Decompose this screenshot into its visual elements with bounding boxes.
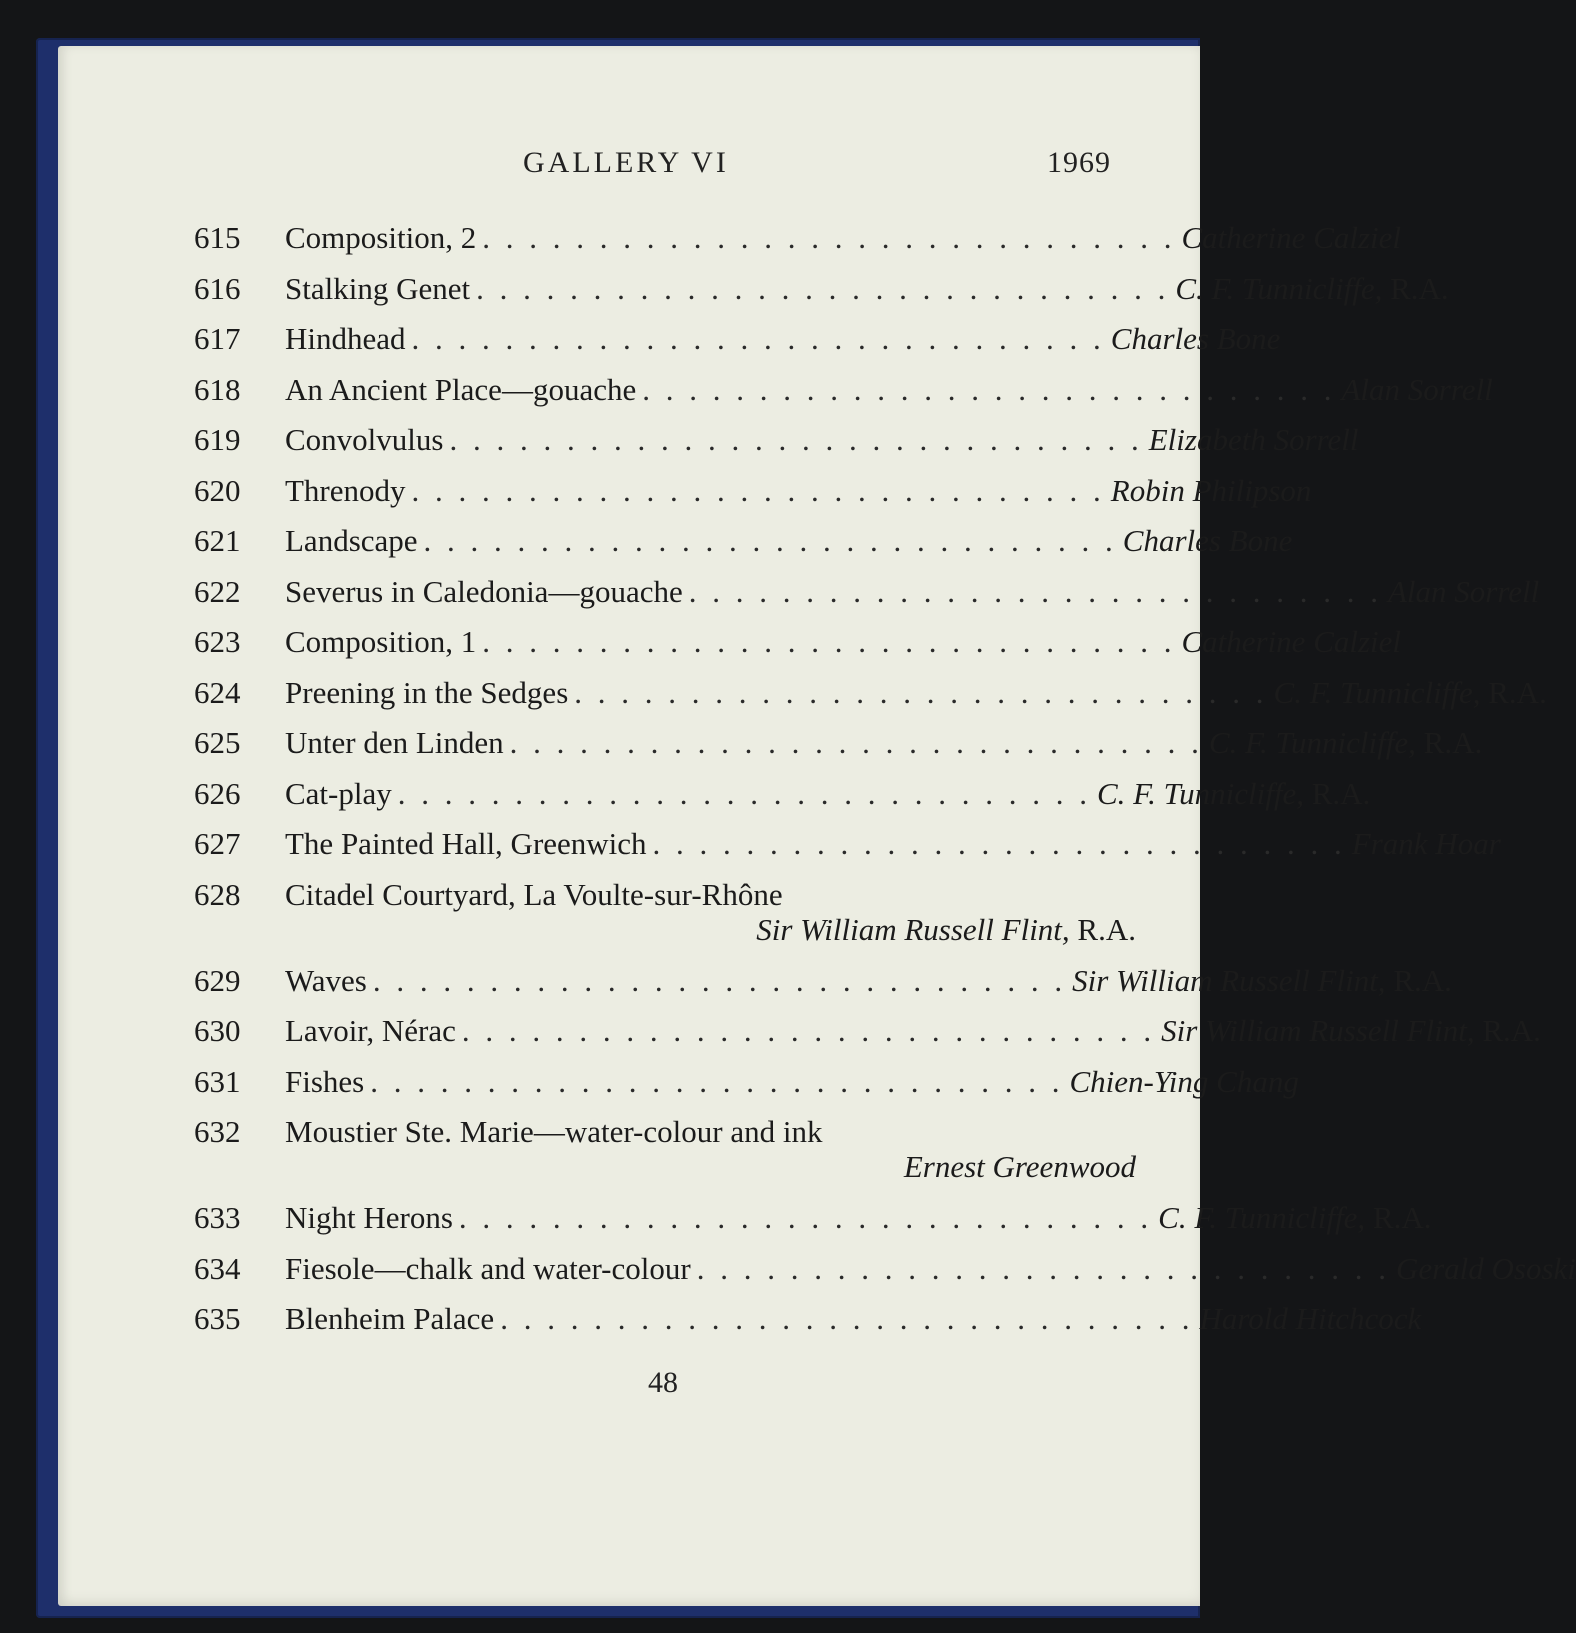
entry-number: 631: [194, 1063, 241, 1099]
entry-number: 619: [194, 422, 241, 457]
entry-number: 626: [194, 775, 241, 811]
catalogue-entry: [0, 1106, 1200, 1192]
entry-artist: Catherine Calziel: [1181, 624, 1402, 659]
catalogue-entry: [0, 1192, 1432, 1243]
entry-title: Night Herons: [285, 1200, 453, 1235]
page-header: [0, 146, 1200, 186]
dot-leader: . . . . . . . . . . . . . . . . . . . . . . . . . . . . . .: [642, 371, 1336, 407]
entry-number: 620: [194, 472, 241, 508]
entry-title: Threnody: [285, 472, 406, 508]
entry-artist: Frank Hoar: [1351, 826, 1501, 861]
gallery-title: GALLERY VI: [523, 146, 729, 179]
catalogue-entry: [0, 1293, 1422, 1344]
page-number: 48: [648, 1366, 678, 1399]
entry-number: 632: [194, 1114, 241, 1149]
entry-number: 623: [194, 624, 241, 659]
catalogue-entry: [0, 768, 1371, 819]
entry-title: Fishes: [285, 1063, 365, 1099]
entry-title: Moustier Ste. Marie: [285, 1114, 534, 1149]
dot-leader: . . . . . . . . . . . . . . . . . . . . . . . . . . . . . .: [688, 573, 1382, 609]
entry-title: Unter den Linden: [285, 725, 504, 760]
entry-title: Citadel Courtyard, La Voulte-sur-Rhône: [285, 876, 783, 912]
artist-suffix: R.A.: [1372, 1200, 1432, 1235]
entry-title: Hindhead: [285, 321, 406, 356]
catalogue-entry: [0, 263, 1449, 314]
catalogue-entry: [0, 465, 1312, 516]
entry-artist: C. F. Tunnicliffe, R.A.: [1208, 725, 1483, 760]
entry-artist: Chien-Ying Chang: [1069, 1063, 1299, 1099]
catalogue-entry: [0, 566, 1540, 617]
entry-medium: —chalk and water-colour: [374, 1250, 691, 1286]
dot-leader: . . . . . . . . . . . . . . . . . . . . . . . . . . . . . .: [372, 962, 1067, 998]
catalogue-entry: [0, 667, 1547, 718]
entry-number: 634: [194, 1250, 241, 1286]
entry-artist: Alan Sorrell: [1341, 371, 1493, 407]
catalogue-year: 1969: [1047, 146, 1111, 179]
entry-title: The Painted Hall, Greenwich: [285, 826, 647, 861]
entry-title: Cat-play: [285, 775, 392, 811]
entry-title: Composition, 1: [285, 624, 477, 659]
entry-medium: —gouache: [548, 573, 683, 609]
catalogue-entry: [0, 818, 1501, 869]
entry-artist: Elizabeth Sorrell: [1148, 422, 1359, 457]
dot-leader: . . . . . . . . . . . . . . . . . . . . . . . . . . . . . .: [652, 826, 1346, 861]
dot-leader: . . . . . . . . . . . . . . . . . . . . . . . . . . . . . .: [370, 1063, 1064, 1099]
artist-suffix: R.A.: [1393, 962, 1452, 998]
entry-title: Lavoir, Nérac: [285, 1013, 456, 1048]
entry-number: 627: [194, 826, 241, 861]
dot-leader: . . . . . . . . . . . . . . . . . . . . . . . . . . . . . .: [500, 1301, 1194, 1336]
entry-artist: C. F. Tunnicliffe, R.A.: [1158, 1200, 1432, 1235]
entry-artist: Charles Bone: [1122, 523, 1293, 558]
artist-suffix: R.A.: [1423, 725, 1483, 760]
entry-artist: Robin Philipson: [1110, 472, 1312, 508]
entry-number: 628: [194, 876, 241, 912]
catalogue-entries: [0, 212, 1576, 1344]
artist-suffix: R.A.: [1482, 1013, 1541, 1048]
entry-title: Severus in Caledonia: [285, 573, 549, 609]
entry-number: 624: [194, 674, 241, 710]
entry-title: Fiesole: [285, 1250, 375, 1286]
catalogue-entry: [0, 717, 1483, 768]
entry-number: 629: [194, 962, 241, 998]
entry-artist: Charles Bone: [1110, 321, 1281, 356]
entry-number: 616: [194, 270, 241, 306]
entry-number: 630: [194, 1013, 241, 1048]
entry-title: Convolvulus: [285, 422, 444, 457]
entry-artist: Alan Sorrell: [1387, 573, 1540, 609]
entry-title: Waves: [285, 962, 367, 998]
dot-leader: . . . . . . . . . . . . . . . . . . . . . . . . . . . . . .: [482, 624, 1176, 659]
catalogue-entry: [0, 616, 1402, 667]
entry-artist: Catherine Calziel: [1181, 220, 1402, 255]
entry-artist: Gerald Ososki: [1395, 1250, 1576, 1286]
entry-number: 618: [194, 371, 241, 407]
entry-number: 615: [194, 220, 241, 255]
catalogue-entry: [0, 869, 1200, 955]
artist-suffix: R.A.: [1311, 775, 1371, 811]
entry-number: 633: [194, 1200, 241, 1235]
entry-title: Landscape: [285, 523, 418, 558]
entry-number: 622: [194, 573, 241, 609]
dot-leader: . . . . . . . . . . . . . . . . . . . . . . . . . . . . . .: [397, 775, 1091, 811]
entry-artist: C. F. Tunnicliffe, R.A.: [1097, 775, 1371, 811]
dot-leader: . . . . . . . . . . . . . . . . . . . . . . . . . . . . . .: [423, 523, 1117, 558]
dot-leader: . . . . . . . . . . . . . . . . . . . . . . . . . . . . . .: [574, 674, 1268, 710]
catalogue-entry: [0, 313, 1281, 364]
catalogue-entry: [0, 1056, 1299, 1107]
dot-leader: . . . . . . . . . . . . . . . . . . . . . . . . . . . . . .: [509, 725, 1203, 760]
entry-title: Stalking Genet: [285, 270, 471, 306]
dot-leader: . . . . . . . . . . . . . . . . . . . . . . . . . . . . . .: [449, 422, 1143, 457]
entry-artist: Ernest Greenwood: [903, 1149, 1136, 1184]
entry-artist: Sir William Russell Flint, R.A.: [756, 911, 1136, 947]
dot-leader: . . . . . . . . . . . . . . . . . . . . . . . . . . . . . .: [461, 1013, 1156, 1048]
entry-artist: Sir William Russell Flint, R.A.: [1161, 1013, 1541, 1048]
entry-number: 621: [194, 523, 241, 558]
catalogue-entry: [0, 364, 1493, 415]
entry-title: Composition, 2: [285, 220, 477, 255]
catalogue-entry: [0, 414, 1359, 465]
entry-title: An Ancient Place: [285, 371, 502, 407]
entry-medium: —gouache: [501, 371, 637, 407]
entry-artist: C. F. Tunnicliffe, R.A.: [1175, 270, 1449, 306]
catalogue-entry: [0, 955, 1452, 1006]
dot-leader: . . . . . . . . . . . . . . . . . . . . . . . . . . . . . .: [696, 1250, 1390, 1286]
dot-leader: . . . . . . . . . . . . . . . . . . . . . . . . . . . . . .: [411, 321, 1105, 356]
dot-leader: . . . . . . . . . . . . . . . . . . . . . . . . . . . . . .: [476, 270, 1170, 306]
entry-artist: C. F. Tunnicliffe, R.A.: [1273, 674, 1547, 710]
dot-leader: . . . . . . . . . . . . . . . . . . . . . . . . . . . . . .: [458, 1200, 1153, 1235]
entry-title: Blenheim Palace: [285, 1301, 495, 1336]
entry-number: 635: [194, 1301, 241, 1336]
catalogue-entry: [0, 515, 1293, 566]
dot-leader: . . . . . . . . . . . . . . . . . . . . . . . . . . . . . .: [411, 472, 1105, 508]
artist-suffix: R.A.: [1488, 674, 1547, 710]
entry-number: 625: [194, 725, 241, 760]
catalogue-entry: [0, 1243, 1576, 1294]
entry-artist: Harold Hitchcock: [1199, 1301, 1422, 1336]
entry-number: 617: [194, 321, 241, 356]
entry-artist: Sir William Russell Flint, R.A.: [1072, 962, 1452, 998]
catalogue-entry: [0, 212, 1402, 263]
catalogue-entry: [0, 1005, 1541, 1056]
artist-suffix: R.A.: [1077, 911, 1136, 947]
entry-medium: —water-colour and ink: [533, 1114, 823, 1149]
dot-leader: . . . . . . . . . . . . . . . . . . . . . . . . . . . . . .: [482, 220, 1176, 255]
entry-title: Preening in the Sedges: [285, 674, 569, 710]
artist-suffix: R.A.: [1390, 270, 1449, 306]
